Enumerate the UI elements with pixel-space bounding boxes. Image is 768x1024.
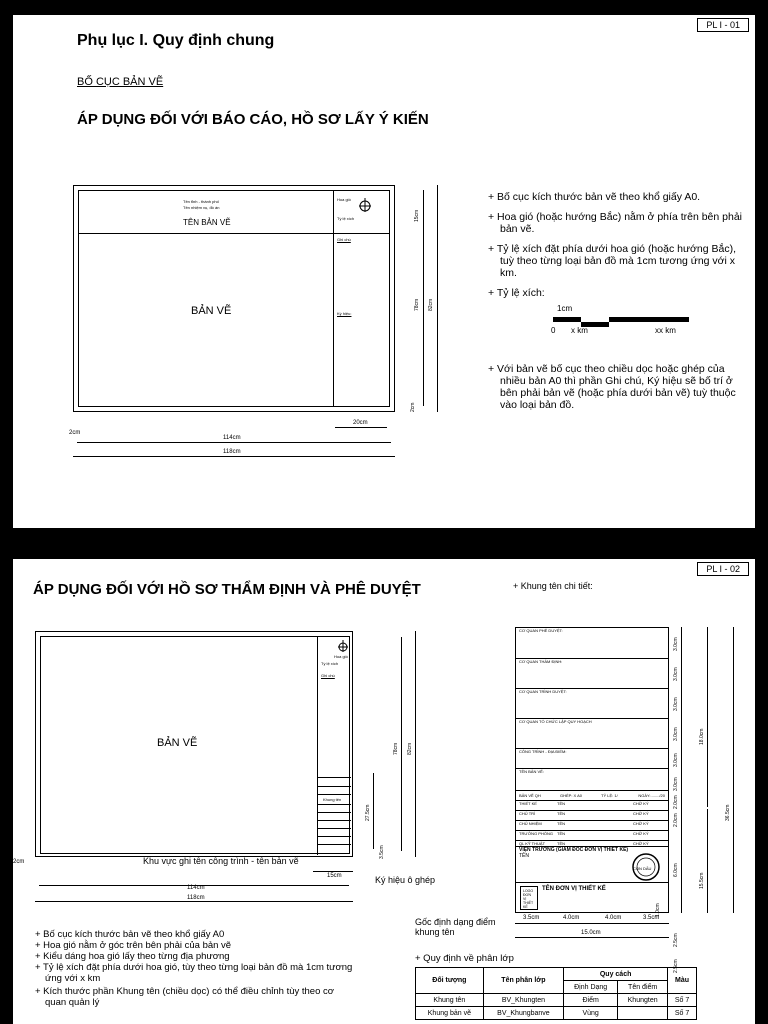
- note-1: + Bố cục kích thước bản vẽ theo khổ giấy A0: [35, 929, 225, 940]
- note-4: + Tỷ lệ xích đặt phía dưới hoa gió, tùy theo từng loại bản đồ mà 1cm tương ứng với x km: [35, 962, 353, 984]
- tb-appraisal: CƠ QUAN THẨM ĐỊNH:: [516, 658, 668, 688]
- table-row: TRƯỞNG PHÒNG TÊN CHỮ KÝ: [516, 830, 668, 840]
- dim-118cm: 118cm: [223, 449, 241, 455]
- frame-area: [317, 777, 351, 855]
- scalebar-zero: 0: [551, 326, 556, 335]
- tb-drawing-name: TÊN BẢN VẼ:: [516, 768, 668, 790]
- sheet-outer: [73, 185, 395, 412]
- scale-label: Tỷ lệ xích: [337, 216, 355, 221]
- compass-label: Hoa gió: [334, 654, 348, 659]
- titleblock-bottom-dims: 3.5cm 4.0cm 4.0cm 3.5cm 15.0cm: [515, 915, 669, 945]
- dim-82cm: 82cm: [407, 742, 413, 755]
- tb-director: VIỆN TRƯỞNG (GIÁM ĐỐC ĐƠN VỊ THIẾT KẾ) TÊN: [516, 846, 668, 882]
- dim-78cm: 78cm: [414, 298, 420, 311]
- note-2: + Hoa gió (hoặc hướng Bắc) nằm ở phía trên bên phải bản vẽ.: [488, 211, 742, 235]
- unit-name: TÊN ĐƠN VỊ THIẾT KẾ: [542, 886, 606, 892]
- titleblock-heading: + Khung tên chi tiết:: [513, 581, 593, 591]
- note-5: + Kích thước phần Khung tên (chiều dọc) có thể điều chỉnh tùy theo cơ quan quản lý: [35, 986, 334, 1008]
- notes-label: Ghi chú: [321, 673, 335, 678]
- dim-15cm: 15cm: [414, 209, 420, 222]
- col-cell: Tên điểm: [618, 981, 668, 994]
- tb-planning-org: CƠ QUAN TỔ CHỨC LẬP QUY HOẠCH: [516, 718, 668, 748]
- tb-sign-rows: [516, 800, 668, 850]
- sheet-outer: [35, 631, 353, 857]
- note-1: + Bố cục kích thước bản vẽ theo khổ giấy A0.: [488, 191, 701, 203]
- dim-3-5cm: 3.5cm: [379, 845, 385, 859]
- frame-label: Khung tên: [323, 797, 342, 802]
- table-row: Khung bản vẽ BV_Khungbanve Vùng Số 7: [416, 1007, 697, 1020]
- area-label: Khu vực ghi tên công trình - tên bản vẽ: [143, 856, 299, 866]
- dim-2cm-right: 2cm: [410, 402, 416, 412]
- page-pl-i-01: [12, 14, 756, 529]
- dim-15cm: 15cm: [327, 873, 342, 879]
- page-tag: PL I - 01: [697, 18, 749, 32]
- compass-icon: [337, 639, 349, 651]
- scalebar-x: x km: [571, 326, 588, 335]
- page-pl-i-02: [12, 558, 756, 1024]
- drawing-main-label: BẢN VẼ: [157, 737, 198, 749]
- legend-label: Ký hiệu:: [337, 311, 352, 316]
- titleblock-right-dims: 3.0cm 3.0cm 3.0cm 3.0cm 3.0cm 3.0cm 2.0cm 2.0cm 6.0cm 1.0cm 2.5cm 2.5cm 18.0cm 15.5cm 36.5cm: [673, 627, 753, 917]
- page-tag: PL I - 02: [697, 562, 749, 576]
- dim-82cm: 82cm: [428, 298, 434, 311]
- table-row: THIẾT KẾ TÊN CHỮ KÝ: [516, 800, 668, 810]
- layer-heading: + Quy định về phân lớp: [415, 953, 514, 964]
- dim-27-5cm: 27.5cm: [365, 804, 371, 821]
- note-2: + Hoa gió nằm ở góc trên bên phải của bản vẽ: [35, 940, 232, 951]
- dim-2cm: 2cm: [13, 859, 25, 865]
- col-layer: Tên phân lớp: [483, 968, 563, 994]
- compass-icon: [357, 197, 373, 213]
- note-5: + Với bản vẽ bố cục theo chiều dọc hoặc ghép của nhiều bản A0 thì phần Ghi chú, Ký hiệu sẽ bố trí ở bên phải bản vẽ (hoặc phía dưới bản vẽ) tuỳ thuộc vào loại bản đồ.: [488, 363, 736, 411]
- scalebar-xx: xx km: [655, 326, 676, 335]
- tb-submission: CƠ QUAN TRÌNH DUYỆT:: [516, 688, 668, 718]
- note-3: + Tỷ lệ xích đặt phía dưới hoa gió (hoặc hướng Bắc), tuỳ theo từng loại bản đồ mà 1cm tương ứng với x km.: [488, 243, 736, 279]
- notes-list: [35, 929, 355, 1008]
- note-3: + Kiểu dáng hoa gió lấy theo từng địa phương: [35, 951, 230, 962]
- sheet-inner: [40, 636, 350, 854]
- dim-78cm: 78cm: [393, 742, 399, 755]
- layer-table: [415, 967, 697, 1020]
- table-row: CHỦ TRÌ TÊN CHỮ KÝ: [516, 810, 668, 820]
- join-label: Ký hiệu ô ghép: [375, 875, 436, 885]
- col-color: Màu: [668, 968, 697, 994]
- section-subheading: BỐ CỤC BẢN VẼ: [77, 76, 164, 88]
- table-row: QL KỸ THUẬT TÊN CHỮ KÝ: [516, 840, 668, 850]
- tb-approval: CƠ QUAN PHÊ DUYỆT:: [519, 628, 563, 633]
- dim-114cm: 114cm: [223, 435, 241, 441]
- drawing-title: TÊN BẢN VẼ: [183, 218, 231, 227]
- sheet-inner: [78, 190, 390, 407]
- scale-label: Tỷ lệ xích: [321, 661, 339, 666]
- section-title: ÁP DỤNG ĐỐI VỚI BÁO CÁO, HỒ SƠ LẤY Ý KIẾN: [77, 111, 429, 128]
- dim-118cm: 118cm: [187, 895, 205, 901]
- dim-20cm: 20cm: [353, 420, 368, 426]
- province-label: Tên tỉnh - thành phố: [183, 199, 219, 204]
- notes-list: [488, 191, 746, 307]
- note-5-block: [488, 363, 746, 419]
- origin-label: Gốc định dạng điểm khung tên: [415, 917, 496, 937]
- page-heading: Phụ lục I. Quy định chung: [77, 32, 275, 49]
- table-row: Khung tên BV_Khungten Điểm Khungten Số 7: [416, 994, 697, 1007]
- scalebar: [553, 314, 689, 324]
- note-4: + Tỷ lệ xích:: [488, 287, 545, 299]
- table-row: CHỦ NHIỆM TÊN CHỮ KÝ: [516, 820, 668, 830]
- titleblock: [515, 627, 669, 913]
- tb-project: CÔNG TRÌNH - ĐỊA ĐIỂM:: [516, 748, 668, 768]
- project-label: Tên nhiệm vụ, đồ án: [183, 205, 220, 210]
- drawing-main-label: BẢN VẼ: [191, 305, 232, 317]
- tb-row-header: BẢN VẼ QH GHÉP: X A0 TỶ LỆ: 1/ NGÀY:......../20: [516, 790, 668, 800]
- section-title: ÁP DỤNG ĐỐI VỚI HỒ SƠ THẨM ĐỊNH VÀ PHÊ DUYỆT: [33, 581, 421, 598]
- seal-label: CON DẤU: [633, 866, 652, 871]
- col-object: Đối tượng: [416, 968, 484, 994]
- logo-box: LOGO ĐƠN VỊ THIẾT KẾ: [520, 886, 538, 910]
- col-format: Định Dạng: [564, 981, 618, 994]
- dim-2cm-bottom: 2cm: [69, 430, 81, 436]
- scalebar-unit: 1cm: [557, 304, 573, 313]
- compass-label: Hoa gió: [337, 197, 351, 202]
- notes-label: Ghi chú: [337, 237, 351, 242]
- col-spec: Quy cách: [564, 968, 668, 981]
- dim-114cm: 114cm: [187, 885, 205, 891]
